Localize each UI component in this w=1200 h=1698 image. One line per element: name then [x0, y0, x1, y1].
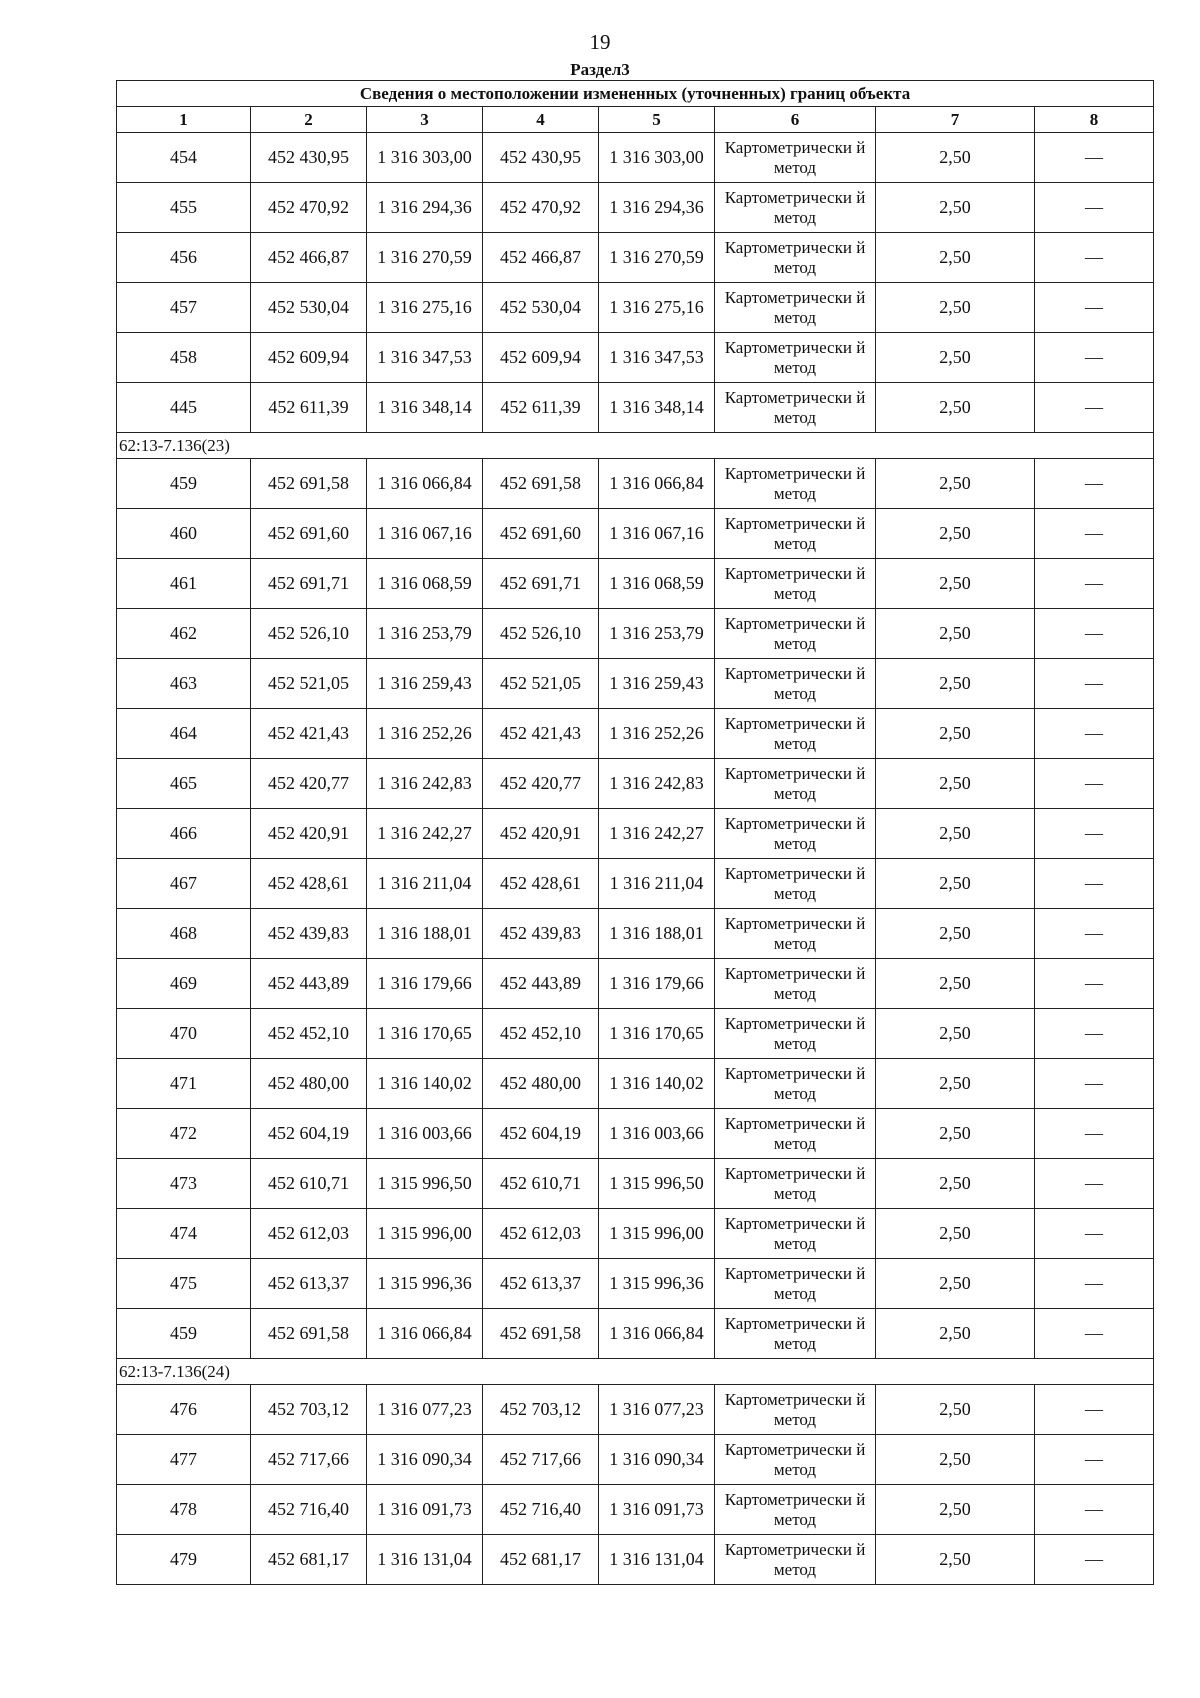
table-cell: 469	[117, 959, 251, 1009]
table-cell: —	[1035, 709, 1154, 759]
table-cell: 1 316 242,27	[599, 809, 715, 859]
table-cell: Картометрически й метод	[715, 659, 876, 709]
table-cell: 2,50	[876, 283, 1035, 333]
table-cell: —	[1035, 1385, 1154, 1435]
table-cell: 467	[117, 859, 251, 909]
table-cell: 1 316 066,84	[367, 1309, 483, 1359]
table-cell: 1 316 140,02	[367, 1059, 483, 1109]
table-row	[117, 709, 1154, 759]
table-cell: 1 316 179,66	[599, 959, 715, 1009]
table-cell: 468	[117, 909, 251, 959]
table-cell: Картометрически й метод	[715, 609, 876, 659]
table-cell: 1 316 077,23	[367, 1385, 483, 1435]
table-cell: 452 610,71	[251, 1159, 367, 1209]
table-cell: 452 421,43	[251, 709, 367, 759]
table-cell: 2,50	[876, 709, 1035, 759]
table-cell: Картометрически й метод	[715, 1059, 876, 1109]
table-cell: 2,50	[876, 1535, 1035, 1585]
table-cell: 452 420,91	[483, 809, 599, 859]
table-cell: 452 452,10	[251, 1009, 367, 1059]
table-cell: —	[1035, 1009, 1154, 1059]
table-cell: 2,50	[876, 559, 1035, 609]
table-cell: Картометрически й метод	[715, 1309, 876, 1359]
table-cell: 452 691,58	[483, 1309, 599, 1359]
section-title: Раздел3	[570, 60, 630, 79]
table-row	[117, 1009, 1154, 1059]
table-cell: —	[1035, 383, 1154, 433]
table-cell: 452 428,61	[483, 859, 599, 909]
table-cell: 462	[117, 609, 251, 659]
table-cell: 1 316 253,79	[367, 609, 483, 659]
table-cell: 478	[117, 1485, 251, 1535]
table-cell: 459	[117, 1309, 251, 1359]
table-cell: 1 316 066,84	[599, 459, 715, 509]
table-cell: 1 316 259,43	[599, 659, 715, 709]
table-cell: Картометрически й метод	[715, 133, 876, 183]
table-cell: 1 316 067,16	[599, 509, 715, 559]
table-cell: 1 316 294,36	[367, 183, 483, 233]
table-cell: 452 421,43	[483, 709, 599, 759]
table-cell: 1 316 348,14	[367, 383, 483, 433]
table-cell: 1 316 270,59	[367, 233, 483, 283]
column-header: 5	[599, 107, 715, 133]
table-cell: 452 691,71	[251, 559, 367, 609]
table-row	[117, 1535, 1154, 1585]
table-cell: 452 613,37	[483, 1259, 599, 1309]
table-cell: —	[1035, 509, 1154, 559]
table-cell: 460	[117, 509, 251, 559]
group-label: 62:13-7.136(24)	[117, 1359, 1154, 1385]
table-cell: —	[1035, 959, 1154, 1009]
table-cell: 452 480,00	[483, 1059, 599, 1109]
table-cell: 1 316 188,01	[599, 909, 715, 959]
table-cell: 452 439,83	[251, 909, 367, 959]
table-row	[117, 909, 1154, 959]
table-cell: 452 466,87	[251, 233, 367, 283]
table-cell: 452 439,83	[483, 909, 599, 959]
table-cell: 452 612,03	[251, 1209, 367, 1259]
table-cell: 452 443,89	[483, 959, 599, 1009]
table-cell: 459	[117, 459, 251, 509]
table-cell: 2,50	[876, 1059, 1035, 1109]
table-cell: 2,50	[876, 133, 1035, 183]
table-cell: Картометрически й метод	[715, 509, 876, 559]
table-cell: 1 316 270,59	[599, 233, 715, 283]
table-cell: —	[1035, 859, 1154, 909]
table-cell: 1 316 294,36	[599, 183, 715, 233]
table-cell: 452 526,10	[251, 609, 367, 659]
column-header: 1	[117, 107, 251, 133]
table-cell: Картометрически й метод	[715, 909, 876, 959]
table-cell: —	[1035, 559, 1154, 609]
table-cell: 2,50	[876, 509, 1035, 559]
column-header: 3	[367, 107, 483, 133]
table-cell: 452 681,17	[251, 1535, 367, 1585]
table-row	[117, 1385, 1154, 1435]
table-cell: —	[1035, 183, 1154, 233]
table-row	[117, 1485, 1154, 1535]
table-cell: Картометрически й метод	[715, 233, 876, 283]
table-cell: 1 316 252,26	[599, 709, 715, 759]
table-cell: 452 428,61	[251, 859, 367, 909]
table-cell: 472	[117, 1109, 251, 1159]
table-cell: 452 691,58	[483, 459, 599, 509]
table-cell: 457	[117, 283, 251, 333]
table-cell: 452 466,87	[483, 233, 599, 283]
table-cell: —	[1035, 1259, 1154, 1309]
table-cell: 452 470,92	[483, 183, 599, 233]
table-cell: 470	[117, 1009, 251, 1059]
table-cell: 1 316 211,04	[367, 859, 483, 909]
table-cell: 452 691,60	[251, 509, 367, 559]
table-cell: —	[1035, 459, 1154, 509]
table-row	[117, 333, 1154, 383]
table-cell: 2,50	[876, 809, 1035, 859]
table-cell: 452 452,10	[483, 1009, 599, 1059]
table-cell: —	[1035, 1435, 1154, 1485]
table-row	[117, 1109, 1154, 1159]
table-cell: 466	[117, 809, 251, 859]
table-row	[117, 559, 1154, 609]
table-cell: 476	[117, 1385, 251, 1435]
table-cell: 1 316 275,16	[367, 283, 483, 333]
table-cell: 463	[117, 659, 251, 709]
table-cell: 2,50	[876, 1209, 1035, 1259]
group-row	[117, 433, 1154, 459]
table-cell: 452 526,10	[483, 609, 599, 659]
table-cell: 2,50	[876, 1435, 1035, 1485]
table-cell: 452 420,77	[483, 759, 599, 809]
table-cell: 1 316 003,66	[367, 1109, 483, 1159]
table-cell: 1 316 140,02	[599, 1059, 715, 1109]
table-cell: 2,50	[876, 1385, 1035, 1435]
table-cell: 1 316 066,84	[599, 1309, 715, 1359]
table-cell: 1 316 242,83	[599, 759, 715, 809]
table-cell: 452 703,12	[483, 1385, 599, 1435]
table-cell: 452 609,94	[251, 333, 367, 383]
table-cell: 1 316 179,66	[367, 959, 483, 1009]
table-row	[117, 1209, 1154, 1259]
table-cell: 452 470,92	[251, 183, 367, 233]
table-row	[117, 759, 1154, 809]
table-cell: Картометрически й метод	[715, 283, 876, 333]
table-caption: Сведения о местоположении измененных (уточненных) границ объекта	[117, 81, 1154, 107]
table-cell: 2,50	[876, 233, 1035, 283]
table-cell: 1 315 996,36	[599, 1259, 715, 1309]
table-cell: 471	[117, 1059, 251, 1109]
table-cell: 1 316 067,16	[367, 509, 483, 559]
table-cell: 2,50	[876, 1009, 1035, 1059]
table-cell: —	[1035, 659, 1154, 709]
table-cell: 1 316 188,01	[367, 909, 483, 959]
table-cell: —	[1035, 1209, 1154, 1259]
table-cell: 452 703,12	[251, 1385, 367, 1435]
table-cell: Картометрически й метод	[715, 459, 876, 509]
table-cell: 452 611,39	[483, 383, 599, 433]
table-cell: 1 316 242,83	[367, 759, 483, 809]
table-cell: 452 691,58	[251, 459, 367, 509]
table-cell: 2,50	[876, 459, 1035, 509]
boundary-coordinates-table	[116, 80, 1154, 1585]
table-cell: 452 610,71	[483, 1159, 599, 1209]
table-cell: 455	[117, 183, 251, 233]
table-cell: 1 316 091,73	[599, 1485, 715, 1535]
table-cell: 473	[117, 1159, 251, 1209]
table-cell: 452 691,60	[483, 509, 599, 559]
table-cell: 2,50	[876, 1259, 1035, 1309]
table-cell: Картометрически й метод	[715, 1435, 876, 1485]
table-cell: —	[1035, 283, 1154, 333]
table-cell: Картометрически й метод	[715, 183, 876, 233]
table-cell: 452 521,05	[251, 659, 367, 709]
table-cell: 465	[117, 759, 251, 809]
column-header: 2	[251, 107, 367, 133]
table-row	[117, 1435, 1154, 1485]
group-row	[117, 1359, 1154, 1385]
table-cell: —	[1035, 1535, 1154, 1585]
table-row	[117, 183, 1154, 233]
column-header: 6	[715, 107, 876, 133]
page-number: 19	[589, 30, 611, 54]
table-row	[117, 859, 1154, 909]
table-cell: 1 316 348,14	[599, 383, 715, 433]
group-label: 62:13-7.136(23)	[117, 433, 1154, 459]
table-cell: 452 420,77	[251, 759, 367, 809]
table-cell: 1 316 068,59	[599, 559, 715, 609]
table-cell: 452 530,04	[251, 283, 367, 333]
table-cell: 1 316 253,79	[599, 609, 715, 659]
table-cell: Картометрически й метод	[715, 1209, 876, 1259]
table-cell: 2,50	[876, 759, 1035, 809]
table-cell: Картометрически й метод	[715, 759, 876, 809]
table-cell: 454	[117, 133, 251, 183]
table-cell: 475	[117, 1259, 251, 1309]
table-cell: 1 316 347,53	[367, 333, 483, 383]
table-row	[117, 959, 1154, 1009]
table-cell: 2,50	[876, 1159, 1035, 1209]
table-cell: Картометрически й метод	[715, 1485, 876, 1535]
table-cell: 452 530,04	[483, 283, 599, 333]
column-header-row	[117, 107, 1154, 133]
table-cell: Картометрически й метод	[715, 1159, 876, 1209]
table-cell: 2,50	[876, 383, 1035, 433]
column-header: 4	[483, 107, 599, 133]
table-cell: —	[1035, 1059, 1154, 1109]
table-cell: 452 611,39	[251, 383, 367, 433]
table-cell: Картометрически й метод	[715, 1535, 876, 1585]
table-cell: 1 316 090,34	[367, 1435, 483, 1485]
column-header: 8	[1035, 107, 1154, 133]
table-cell: 1 316 347,53	[599, 333, 715, 383]
table-cell: 1 315 996,50	[367, 1159, 483, 1209]
table-cell: 452 604,19	[483, 1109, 599, 1159]
table-cell: 452 717,66	[483, 1435, 599, 1485]
table-cell: 2,50	[876, 609, 1035, 659]
table-cell: 1 316 252,26	[367, 709, 483, 759]
table-cell: 477	[117, 1435, 251, 1485]
table-row	[117, 509, 1154, 559]
table-cell: —	[1035, 609, 1154, 659]
table-cell: Картометрически й метод	[715, 1385, 876, 1435]
table-cell: 464	[117, 709, 251, 759]
table-row	[117, 283, 1154, 333]
table-row	[117, 1259, 1154, 1309]
table-cell: 1 316 275,16	[599, 283, 715, 333]
table-cell: 452 613,37	[251, 1259, 367, 1309]
table-cell: 1 316 170,65	[367, 1009, 483, 1059]
table-cell: Картометрически й метод	[715, 559, 876, 609]
table-cell: 1 316 066,84	[367, 459, 483, 509]
table-cell: 2,50	[876, 1485, 1035, 1535]
table-cell: 452 430,95	[483, 133, 599, 183]
table-cell: 452 612,03	[483, 1209, 599, 1259]
table-cell: 1 315 996,50	[599, 1159, 715, 1209]
table-cell: 2,50	[876, 959, 1035, 1009]
table-cell: 2,50	[876, 183, 1035, 233]
table-row	[117, 609, 1154, 659]
table-cell: 2,50	[876, 1309, 1035, 1359]
table-row	[117, 1059, 1154, 1109]
table-cell: 445	[117, 383, 251, 433]
table-cell: 2,50	[876, 659, 1035, 709]
table-cell: 1 316 003,66	[599, 1109, 715, 1159]
column-header: 7	[876, 107, 1035, 133]
table-row	[117, 459, 1154, 509]
table-cell: 452 716,40	[251, 1485, 367, 1535]
table-cell: 1 316 131,04	[599, 1535, 715, 1585]
table-cell: 1 315 996,00	[367, 1209, 483, 1259]
table-cell: —	[1035, 333, 1154, 383]
table-cell: 1 316 090,34	[599, 1435, 715, 1485]
table-cell: 2,50	[876, 1109, 1035, 1159]
table-cell: —	[1035, 1109, 1154, 1159]
table-cell: Картометрически й метод	[715, 1009, 876, 1059]
table-cell: —	[1035, 1309, 1154, 1359]
table-cell: —	[1035, 759, 1154, 809]
table-cell: Картометрически й метод	[715, 859, 876, 909]
table-cell: —	[1035, 1485, 1154, 1535]
table-cell: —	[1035, 133, 1154, 183]
table-cell: —	[1035, 1159, 1154, 1209]
table-cell: 1 316 131,04	[367, 1535, 483, 1585]
table-cell: 1 315 996,00	[599, 1209, 715, 1259]
table-cell: 1 316 211,04	[599, 859, 715, 909]
table-cell: —	[1035, 909, 1154, 959]
table-cell: 1 315 996,36	[367, 1259, 483, 1309]
table-cell: 452 521,05	[483, 659, 599, 709]
table-cell: 1 316 303,00	[599, 133, 715, 183]
table-row	[117, 659, 1154, 709]
table-cell: Картометрически й метод	[715, 333, 876, 383]
table-row	[117, 233, 1154, 283]
table-row	[117, 383, 1154, 433]
table-cell: Картометрически й метод	[715, 709, 876, 759]
table-cell: 1 316 303,00	[367, 133, 483, 183]
table-cell: Картометрически й метод	[715, 1109, 876, 1159]
table-cell: 452 443,89	[251, 959, 367, 1009]
table-cell: 1 316 170,65	[599, 1009, 715, 1059]
table-cell: 458	[117, 333, 251, 383]
table-cell: 452 716,40	[483, 1485, 599, 1535]
table-cell: Картометрически й метод	[715, 383, 876, 433]
table-cell: 461	[117, 559, 251, 609]
table-row	[117, 1309, 1154, 1359]
table-cell: 452 681,17	[483, 1535, 599, 1585]
table-cell: 452 691,58	[251, 1309, 367, 1359]
table-cell: 2,50	[876, 909, 1035, 959]
table-cell: 452 609,94	[483, 333, 599, 383]
table-row	[117, 1159, 1154, 1209]
table-cell: 479	[117, 1535, 251, 1585]
table-cell: 1 316 259,43	[367, 659, 483, 709]
table-cell: Картометрически й метод	[715, 809, 876, 859]
table-cell: 1 316 068,59	[367, 559, 483, 609]
table-cell: Картометрически й метод	[715, 1259, 876, 1309]
table-cell: 452 430,95	[251, 133, 367, 183]
table-cell: 1 316 077,23	[599, 1385, 715, 1435]
table-cell: 2,50	[876, 333, 1035, 383]
table-cell: 1 316 242,27	[367, 809, 483, 859]
table-cell: —	[1035, 809, 1154, 859]
table-cell: 452 691,71	[483, 559, 599, 609]
table-cell: 452 717,66	[251, 1435, 367, 1485]
table-cell: 474	[117, 1209, 251, 1259]
table-cell: 452 604,19	[251, 1109, 367, 1159]
table-cell: —	[1035, 233, 1154, 283]
table-row	[117, 133, 1154, 183]
table-cell: 452 480,00	[251, 1059, 367, 1109]
table-cell: Картометрически й метод	[715, 959, 876, 1009]
table-cell: 452 420,91	[251, 809, 367, 859]
table-cell: 2,50	[876, 859, 1035, 909]
table-cell: 456	[117, 233, 251, 283]
table-cell: 1 316 091,73	[367, 1485, 483, 1535]
table-row	[117, 809, 1154, 859]
table-body	[117, 133, 1154, 1585]
